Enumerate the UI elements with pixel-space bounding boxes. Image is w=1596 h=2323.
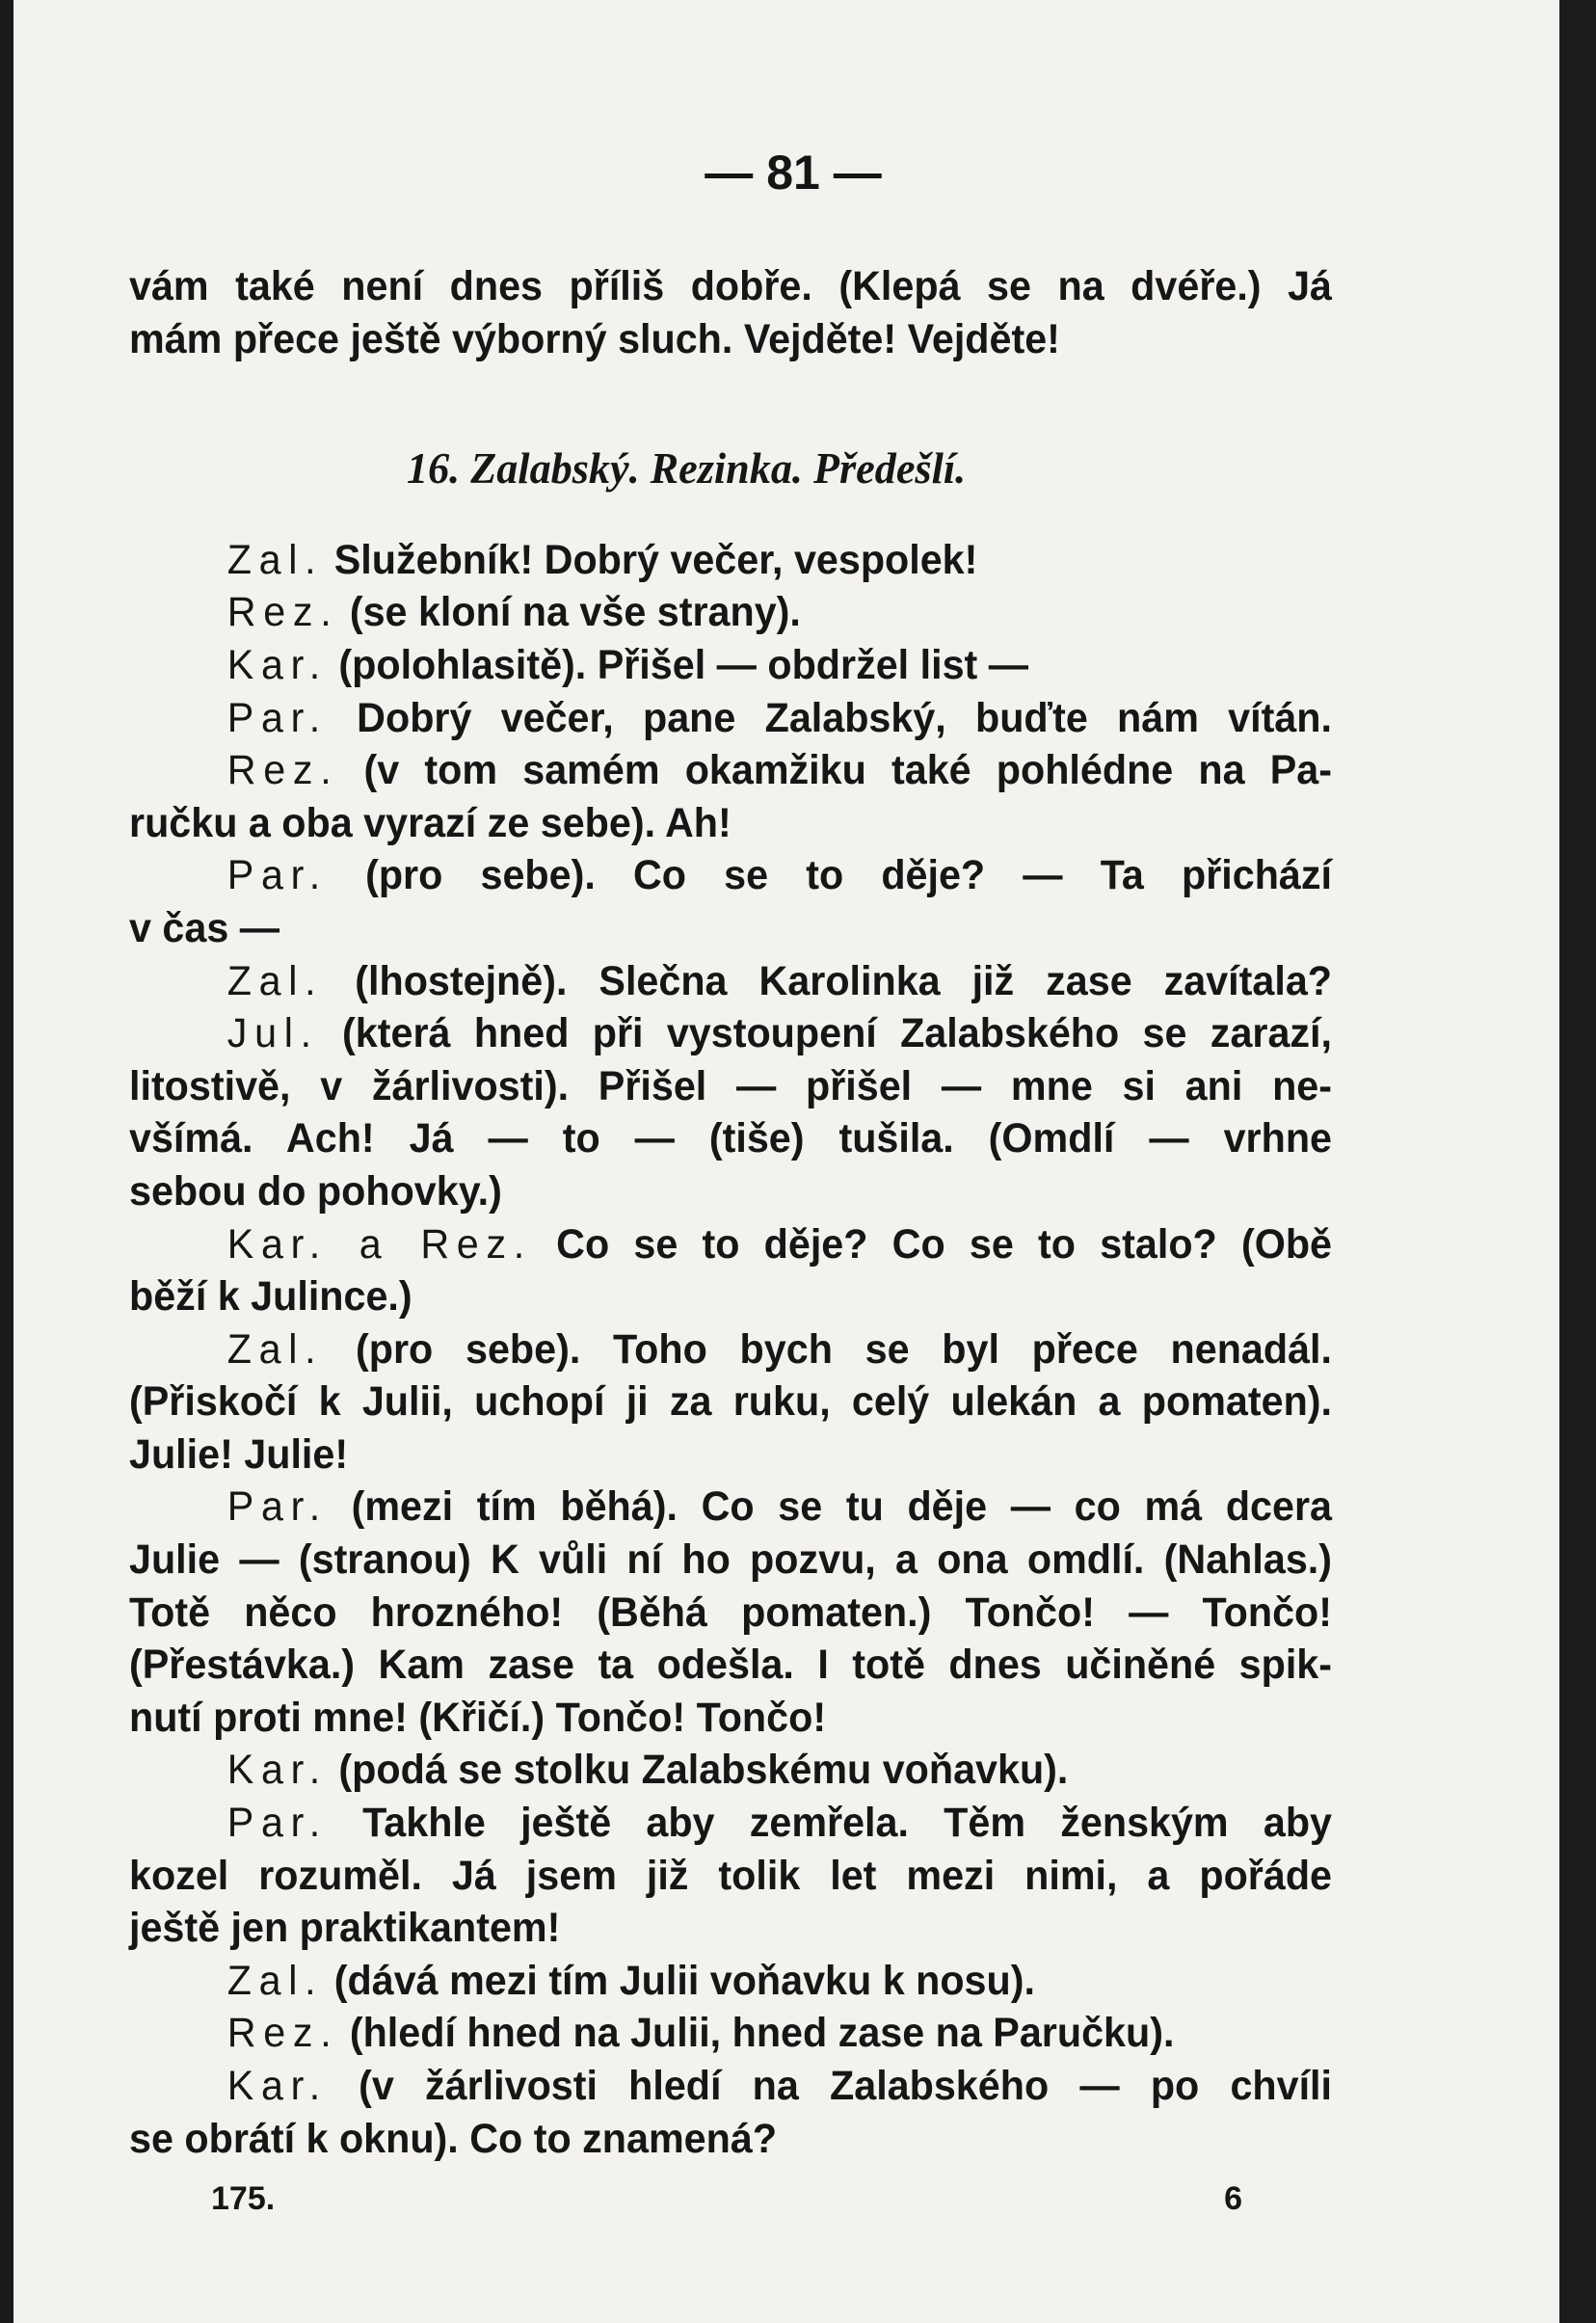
text-line: mám přece ještě výborný sluch. Vejděte! Vejděte!	[129, 315, 1060, 362]
speaker-label: Rez.	[226, 589, 339, 636]
speaker-label: Rez.	[226, 747, 339, 794]
dialogue-line: Rez. (hledí hned na Julii, hned zase na Paručku).	[226, 2010, 1175, 2057]
speaker-label: Kar.	[226, 2063, 328, 2109]
text-line: ještě jen praktikantem!	[129, 1905, 561, 1952]
speaker-label: Par.	[226, 1800, 328, 1847]
speaker-label: Kar.	[226, 641, 328, 688]
dialogue-line: Zal. Služebník! Dobrý večer, vespolek!	[226, 536, 978, 583]
speaker-label: Zal.	[226, 1957, 324, 2004]
dialogue-line: Par. Dobrý večer, pane Zalabský, buďte nám vítán.	[226, 694, 1333, 741]
dialogue-line: Zal. (dává mezi tím Julii voňavku k nosu).	[226, 1957, 1035, 2004]
text-line: (Přiskočí k Julii, uchopí ji za ruku, celý ulekán a pomaten).	[129, 1378, 1332, 1426]
speaker-label: Zal.	[226, 957, 324, 1004]
text-line: nutí proti mne! (Křičí.) Tončo! Tončo!	[129, 1694, 827, 1741]
page-footer	[211, 2180, 1242, 2218]
scene-heading: 16. Zalabský. Rezinka. Předešlí.	[407, 443, 967, 494]
text-line: se obrátí k oknu). Co to znamená?	[129, 2115, 778, 2162]
text-line: litostivě, v žárlivosti). Přišel — přišel — mne si ani ne-	[129, 1062, 1332, 1109]
dialogue-line: Kar. (podá se stolku Zalabskému voňavku).	[226, 1747, 1069, 1794]
dialogue-line: Kar. (polohlasitě). Přišel — obdržel list —	[226, 641, 1029, 688]
dialogue-line: Rez. (se kloní na vše strany).	[226, 589, 801, 636]
page-number: — 81 —	[705, 146, 882, 200]
text-line: Julie! Julie!	[129, 1430, 349, 1478]
book-gutter-edge	[1559, 0, 1596, 2323]
dialogue-line: Par. (pro sebe). Co se to děje? — Ta přichází	[226, 852, 1333, 899]
dialogue-line: Par. Takhle ještě aby zemřela. Těm ženským aby	[226, 1800, 1333, 1847]
dialogue-line: Kar. (v žárlivosti hledí na Zalabského — po chvíli	[226, 2063, 1333, 2109]
page-text	[129, 260, 1332, 2165]
dialogue-line: Zal. (pro sebe). Toho bych se byl přece nenadál.	[226, 1325, 1332, 1373]
spacer	[129, 495, 1332, 534]
text-line: v čas —	[129, 904, 280, 951]
speaker-label: Zal.	[226, 1325, 324, 1373]
dialogue-line: Rez. (v tom samém okamžiku také pohlédne na Pa-	[226, 747, 1332, 794]
text-line: ručku a oba vyrazí ze sebe). Ah!	[129, 799, 732, 846]
speaker-label: Par.	[226, 852, 328, 899]
text-line: sebou do pohovky.)	[129, 1167, 502, 1215]
dialogue-line: Jul. (která hned při vystoupení Zalabského se zarazí,	[226, 1010, 1332, 1057]
text-line: kozel rozuměl. Já jsem již tolik let mezi nimi, a pořáde	[129, 1852, 1332, 1899]
dialogue-line: Par. (mezi tím běhá). Co se tu děje — co má dcera	[226, 1483, 1333, 1531]
text-line: Totě něco hrozného! (Běhá pomaten.) Tončo! — Tončo!	[129, 1589, 1332, 1636]
speaker-label: Kar.	[226, 1747, 328, 1794]
text-line: (Přestávka.) Kam zase ta odešla. I totě dnes učiněné spik-	[129, 1642, 1332, 1689]
text-line: běží k Julince.)	[129, 1273, 412, 1321]
speaker-label: Par.	[226, 1483, 328, 1531]
text-line: vám také není dnes příliš dobře. (Klepá se na dvéře.) Já	[129, 263, 1332, 309]
speaker-label: Par.	[226, 694, 328, 741]
speaker-label: Rez.	[226, 2010, 339, 2057]
dialogue-line: Kar. a Rez. Co se to děje? Co se to stalo? (Obě	[226, 1220, 1333, 1268]
spacer	[129, 365, 1332, 442]
text-line: Julie — (stranou) K vůli ní ho pozvu, a ona omdlí. (Nahlas.)	[129, 1536, 1332, 1584]
speaker-label: Zal.	[226, 536, 324, 583]
signature-number: 175.	[211, 2180, 276, 2217]
dialogue-line: Zal. (lhostejně). Slečna Karolinka již zase zavítala?	[226, 957, 1332, 1004]
speaker-label: Kar. a Rez.	[226, 1220, 532, 1268]
speaker-label: Jul.	[226, 1010, 319, 1057]
text-line: všímá. Ach! Já — to — (tiše) tušila. (Omdlí — vrhne	[129, 1115, 1332, 1162]
sheet-number: 6	[1224, 2180, 1242, 2217]
